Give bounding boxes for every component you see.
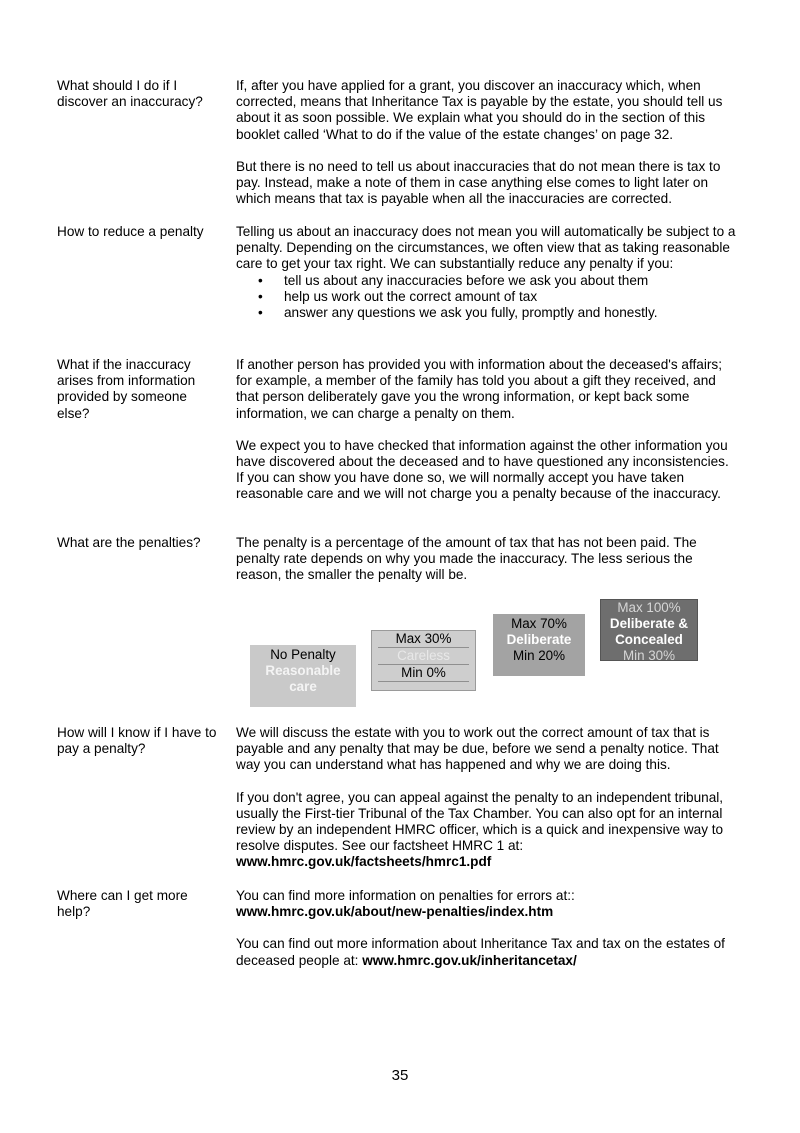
block-middle-label: Careless	[378, 648, 469, 665]
question-how-will-i-know: How will I know if I have to pay a penalty?	[57, 725, 217, 757]
answer-how-will-i-know	[236, 725, 736, 871]
inheritance-tax-link[interactable]: www.hmrc.gov.uk/inheritancetax/	[362, 952, 577, 968]
paragraph: Telling us about an inaccuracy does not mean you will automatically be subject to a penalty. Depending on the circumstances, we often view that as taking reasonable care to get your tax right. We can substantially reduce any penalty if you:	[236, 224, 736, 272]
paragraph: We expect you to have checked that information against the other information you have discovered about the deceased and to have questioned any inconsistencies. If you can show you have done so, we will normally accept you have taken reasonable care and we will not charge you a penalty because of the inaccuracy.	[236, 437, 729, 502]
list-item: • help us work out the correct amount of tax	[236, 289, 736, 305]
block-bottom-label: Min 30%	[622, 648, 676, 663]
penalty-levels-graphic	[236, 596, 706, 711]
question-info-from-someone-else: What if the inaccuracy arises from information provided by someone else?	[57, 357, 196, 421]
penalty-block-no-penalty	[250, 645, 356, 707]
question-what-penalties: What are the penalties?	[57, 535, 201, 550]
question-discover-inaccuracy: What should I do if I discover an inaccuracy?	[57, 78, 203, 110]
block-middle-label: Reasonable care	[265, 663, 341, 694]
block-bottom-label: Min 20%	[512, 648, 566, 663]
penalty-block-deliberate	[493, 614, 585, 676]
answer-reduce-penalty	[236, 224, 736, 321]
answer-what-penalties	[236, 535, 736, 600]
question-more-help: Where can I get more help?	[57, 888, 188, 920]
paragraph: If, after you have applied for a grant, you discover an inaccuracy which, when corrected, means that Inheritance Tax is payable by the estate, you should tell us about it as soon possible. We explain what you should do in the section of this booklet called ‘What to do if the value of the estate changes’ on page 32.	[236, 78, 723, 142]
paragraph: You can find more information on penalties for errors at::	[236, 888, 575, 903]
answer-more-help	[236, 888, 736, 969]
block-top-label: No Penalty	[270, 647, 336, 662]
list-item: • tell us about any inaccuracies before we ask you about them	[236, 273, 736, 289]
bullet-list	[236, 273, 736, 322]
block-middle-label: Deliberate	[506, 632, 572, 647]
paragraph: But there is no need to tell us about inaccuracies that do not mean there is tax to pay. Instead, make a note of them in case anything else comes to light later on which means that tax is payable when all the inaccuracies are corrected.	[236, 158, 721, 207]
paragraph: If another person has provided you with information about the deceased's affairs; for example, a member of the family has told you about a gift they received, and that person deliberately gave you the wrong information, or kept back some information, we can charge a penalty on them.	[236, 357, 722, 421]
block-top-label: Max 100%	[617, 600, 681, 615]
paragraph: We will discuss the estate with you to work out the correct amount of tax that is payable and any penalty that may be due, before we send a penalty notice. That way you can understand what has happened and why we are doing this.	[236, 725, 719, 773]
block-bottom-label: Min 0%	[378, 665, 469, 682]
penalty-block-careless	[371, 630, 476, 691]
penalty-block-deliberate-concealed	[600, 599, 698, 661]
paragraph	[236, 936, 736, 968]
paragraph: The penalty is a percentage of the amount of tax that has not been paid. The penalty rate depends on why you made the inaccuracy. The less serious the reason, the smaller the penalty will be.	[236, 535, 697, 583]
answer-discover-inaccuracy	[236, 78, 736, 223]
factsheet-link[interactable]: www.hmrc.gov.uk/factsheets/hmrc1.pdf	[236, 854, 492, 870]
question-reduce-penalty: How to reduce a penalty	[57, 224, 204, 239]
page-number: 35	[391, 1067, 409, 1084]
answer-info-from-someone-else	[236, 357, 736, 519]
paragraph: If you don't agree, you can appeal against the penalty to an independent tribunal, usually the First-tier Tribunal of the Tax Chamber. You can also opt for an internal review by an independent HMRC officer, which is a quick and inexpensive way to resolve disputes. See our factsheet HMRC 1 at:	[236, 789, 724, 854]
inheritance-tax-text: You can find out more information about Inheritance Tax and tax on the estates of deceased people at:	[236, 936, 725, 968]
list-item: • answer any questions we ask you fully, promptly and honestly.	[236, 305, 736, 321]
block-top-label: Max 70%	[511, 616, 567, 631]
block-middle-label: Deliberate & Concealed	[609, 616, 689, 647]
block-top-label: Max 30%	[378, 631, 469, 648]
penalties-link[interactable]: www.hmrc.gov.uk/about/new-penalties/index.htm	[236, 904, 554, 920]
